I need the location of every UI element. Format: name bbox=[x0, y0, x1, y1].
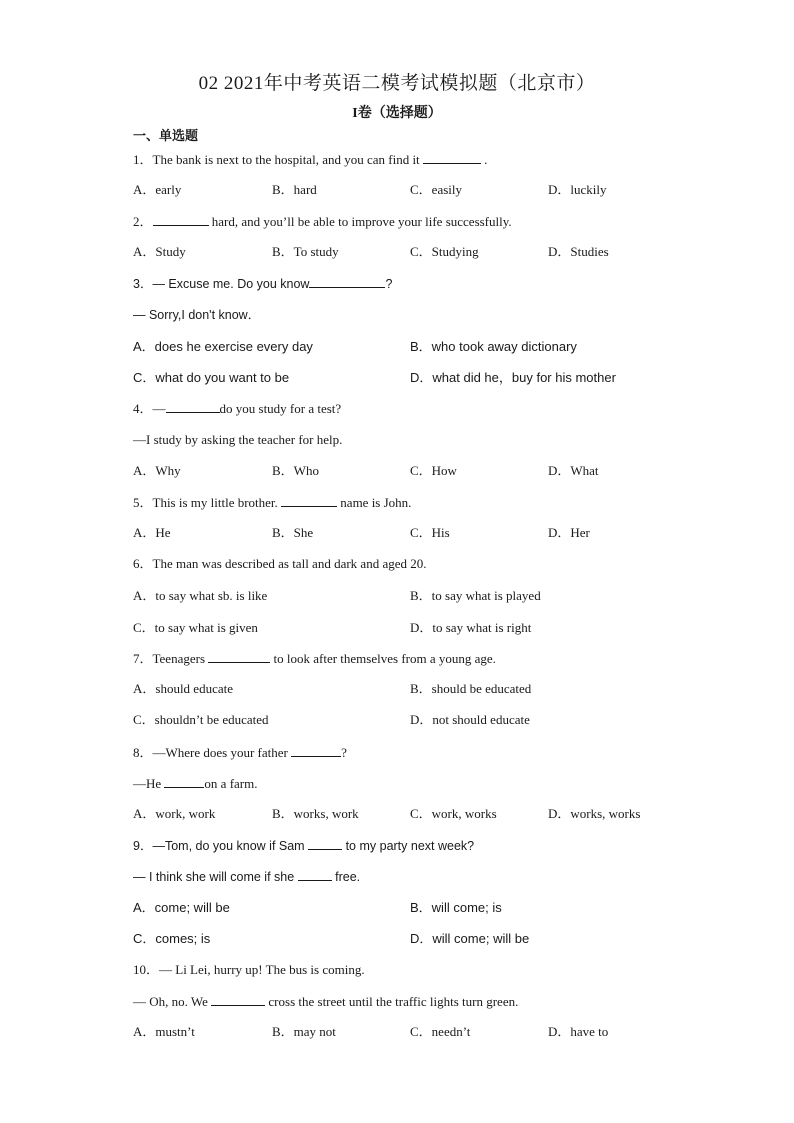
question-9-stem: 9．—Tom, do you know if Sam bbox=[133, 839, 305, 853]
option-d: D．Studies bbox=[548, 244, 609, 259]
option-d: D．Her bbox=[548, 525, 590, 540]
question-4 bbox=[133, 400, 341, 417]
question-3 bbox=[133, 275, 392, 292]
question-9-response-start: — I think she will come if she bbox=[133, 870, 295, 884]
option-d: D．not should educate bbox=[410, 712, 530, 727]
answer-blank bbox=[211, 993, 265, 1006]
question-9-response bbox=[133, 868, 360, 885]
option-c: C．to say what is given bbox=[133, 620, 258, 635]
option-b: B．Who bbox=[272, 463, 319, 478]
question-2-stem: hard, and you’ll be able to improve your life successfully. bbox=[211, 214, 512, 229]
answer-blank bbox=[153, 213, 209, 226]
question-5 bbox=[133, 494, 411, 511]
option-d: D．to say what is right bbox=[410, 620, 532, 635]
answer-blank bbox=[308, 837, 342, 850]
option-a: A．come; will be bbox=[133, 900, 230, 915]
option-a: A．early bbox=[133, 182, 182, 197]
option-c: C．How bbox=[410, 463, 457, 478]
question-9-end: to my party next week? bbox=[345, 839, 475, 853]
question-1-end: . bbox=[484, 152, 488, 167]
question-7-end: to look after themselves from a young age. bbox=[273, 651, 496, 666]
question-5-stem: 5．This is my little brother. bbox=[133, 495, 278, 510]
question-3-stem: 3．— Excuse me. Do you know bbox=[133, 277, 310, 291]
question-9 bbox=[133, 837, 474, 854]
question-10-response-end: cross the street until the traffic lights turn green. bbox=[268, 994, 519, 1009]
question-1 bbox=[133, 151, 487, 168]
option-b: B．works, work bbox=[272, 806, 359, 821]
option-c: C．needn’t bbox=[410, 1024, 471, 1039]
answer-blank bbox=[208, 650, 270, 663]
option-a: A．work, work bbox=[133, 806, 216, 821]
option-c: C．work, works bbox=[410, 806, 497, 821]
option-a: A．mustn’t bbox=[133, 1024, 195, 1039]
question-3-end: ? bbox=[385, 277, 393, 291]
question-9-response-end: free. bbox=[335, 870, 361, 884]
option-c: C．shouldn’t be educated bbox=[133, 712, 269, 727]
option-d: D．luckily bbox=[548, 182, 607, 197]
option-c: C．comes; is bbox=[133, 931, 211, 946]
option-a: A．Study bbox=[133, 244, 186, 259]
section-subtitle: I卷（选择题） bbox=[352, 106, 442, 121]
question-8-end: ? bbox=[341, 745, 347, 760]
section-heading: 一、单选题 bbox=[133, 129, 199, 144]
option-b: B．will come; is bbox=[410, 900, 502, 915]
option-b: B．To study bbox=[272, 244, 339, 259]
option-d: D．have to bbox=[548, 1024, 609, 1039]
option-c: C．what do you want to be bbox=[133, 370, 290, 385]
answer-blank bbox=[291, 744, 341, 757]
question-8-response-start: —He bbox=[133, 776, 162, 791]
option-a: A．to say what sb. is like bbox=[133, 588, 268, 603]
question-8-stem: 8．—Where does your father bbox=[133, 745, 288, 760]
option-b: B．She bbox=[272, 525, 314, 540]
answer-blank bbox=[281, 494, 337, 507]
option-c: C．His bbox=[410, 525, 450, 540]
answer-blank bbox=[164, 775, 204, 788]
question-10-response-start: — Oh, no. We bbox=[133, 994, 208, 1009]
document-title: 02 2021年中考英语二模考试模拟题（北京市） bbox=[198, 73, 596, 94]
option-b: B．may not bbox=[272, 1024, 336, 1039]
option-c: C．easily bbox=[410, 182, 462, 197]
option-a: A．does he exercise every day bbox=[133, 339, 313, 354]
option-b: B．to say what is played bbox=[410, 588, 541, 603]
answer-blank bbox=[309, 275, 385, 288]
question-2-number: 2． bbox=[133, 214, 153, 229]
question-2 bbox=[133, 213, 512, 230]
option-a: A．Why bbox=[133, 463, 181, 478]
question-4-number: 4．— bbox=[133, 401, 166, 416]
option-d: D．what did he，buy for his mother bbox=[410, 370, 616, 385]
question-4-response: —I study by asking the teacher for help. bbox=[133, 432, 343, 447]
question-7 bbox=[133, 650, 496, 667]
option-a: A．should educate bbox=[133, 681, 234, 696]
answer-blank bbox=[423, 151, 481, 164]
question-5-end: name is John. bbox=[340, 495, 412, 510]
option-a: A．He bbox=[133, 525, 171, 540]
question-8 bbox=[133, 744, 347, 761]
answer-blank bbox=[166, 400, 220, 413]
question-6: 6．The man was described as tall and dark and aged 20. bbox=[133, 556, 427, 571]
question-1-stem: 1．The bank is next to the hospital, and you can find it bbox=[133, 152, 420, 167]
question-10: 10．— Li Lei, hurry up! The bus is coming. bbox=[133, 962, 365, 977]
option-b: B．who took away dictionary bbox=[410, 339, 577, 354]
question-8-response bbox=[133, 775, 257, 792]
option-d: D．works, works bbox=[548, 806, 641, 821]
option-b: B．hard bbox=[272, 182, 317, 197]
question-10-response bbox=[133, 993, 518, 1010]
question-7-stem: 7．Teenagers bbox=[133, 651, 206, 666]
option-d: D．will come; will be bbox=[410, 931, 530, 946]
option-c: C．Studying bbox=[410, 244, 479, 259]
question-3-response: — Sorry,I don't know． bbox=[133, 308, 261, 322]
option-d: D．What bbox=[548, 463, 599, 478]
option-b: B．should be educated bbox=[410, 681, 532, 696]
answer-blank bbox=[298, 868, 332, 881]
question-8-response-end: on a farm. bbox=[204, 776, 258, 791]
question-4-stem: do you study for a test? bbox=[219, 401, 342, 416]
